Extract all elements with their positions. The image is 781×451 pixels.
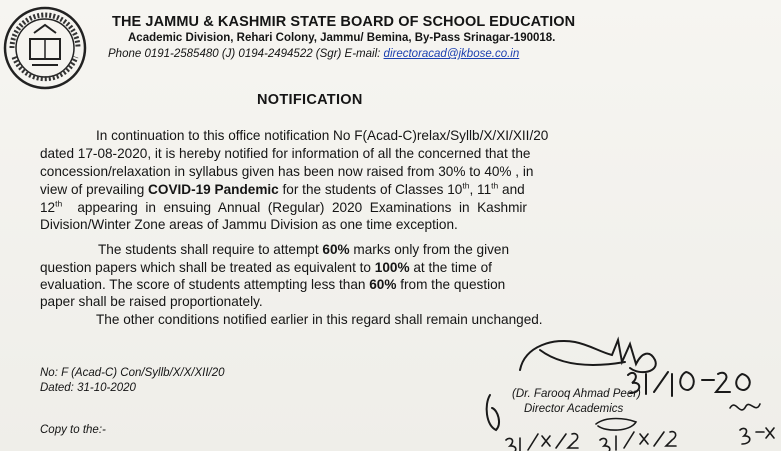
percent-emphasis: 60% [322,242,350,257]
reference-number: No: F (Acad-C) Con/Syllb/X/X/XII/20 [40,367,225,379]
para1-line2: dated 17-08-2020, it is hereby notified for information of all the concerned that the [40,146,531,161]
para1-line3: concession/relaxation in syllabus given has been now raised from 30% to 40% , in [40,164,534,179]
para3-line1: The other conditions notified earlier in this regard shall remain unchanged. [96,312,543,327]
text-span: marks only from the given [349,242,510,257]
text-span: evaluation. The score of students attempting less than [40,277,370,292]
text-span: appearing in ensuing Annual (Regular) 2020 Examinations in Kashmir [62,200,527,215]
text-span: from the question [396,277,506,292]
superscript: th [55,198,63,209]
reference-date: Dated: 31-10-2020 [40,382,136,394]
signatory-name: (Dr. Farooq Ahmad Peer) [512,388,641,400]
text-span: , 11 [469,182,492,197]
para2-line4: paper shall be raised proportionately. [40,294,263,309]
para1-line6: Division/Winter Zone areas of Jammu Division as one time exception. [40,217,458,232]
signatory-title: Director Academics [524,403,624,415]
text-span: view of prevailing [40,182,149,197]
board-address: Academic Division, Rehari Colony, Jammu/ Bemina, By-Pass Srinagar-190018. [128,32,556,44]
board-title: THE JAMMU & KASHMIR STATE BOARD OF SCHOOL EDUCATION [112,14,576,30]
superscript: th [462,180,470,191]
para1-line1: In continuation to this office notification No F(Acad-C)relax/Syllb/X/XI/XII/20 [96,128,549,143]
copy-to-label: Copy to the:- [40,424,106,436]
text-span: question papers which shall be treated as equivalent to [40,260,375,275]
percent-emphasis: 60% [369,277,397,292]
text-span: and [498,182,525,197]
covid-emphasis: COVID-19 Pandemic [148,182,279,197]
text-span: The students shall require to attempt [98,242,323,257]
notification-heading: NOTIFICATION [257,92,363,108]
superscript: th [491,180,499,191]
text-span: 12 [40,200,56,215]
contact-email-link[interactable]: directoracad@jkbose.co.in [383,48,520,60]
contact-phone: Phone 0191-2585480 (J) 0194-2494522 (Sgr) E-mail: [108,48,384,60]
percent-emphasis: 100% [374,260,410,275]
text-span: at the time of [409,260,492,275]
text-span: for the students of Classes 10 [278,182,463,197]
